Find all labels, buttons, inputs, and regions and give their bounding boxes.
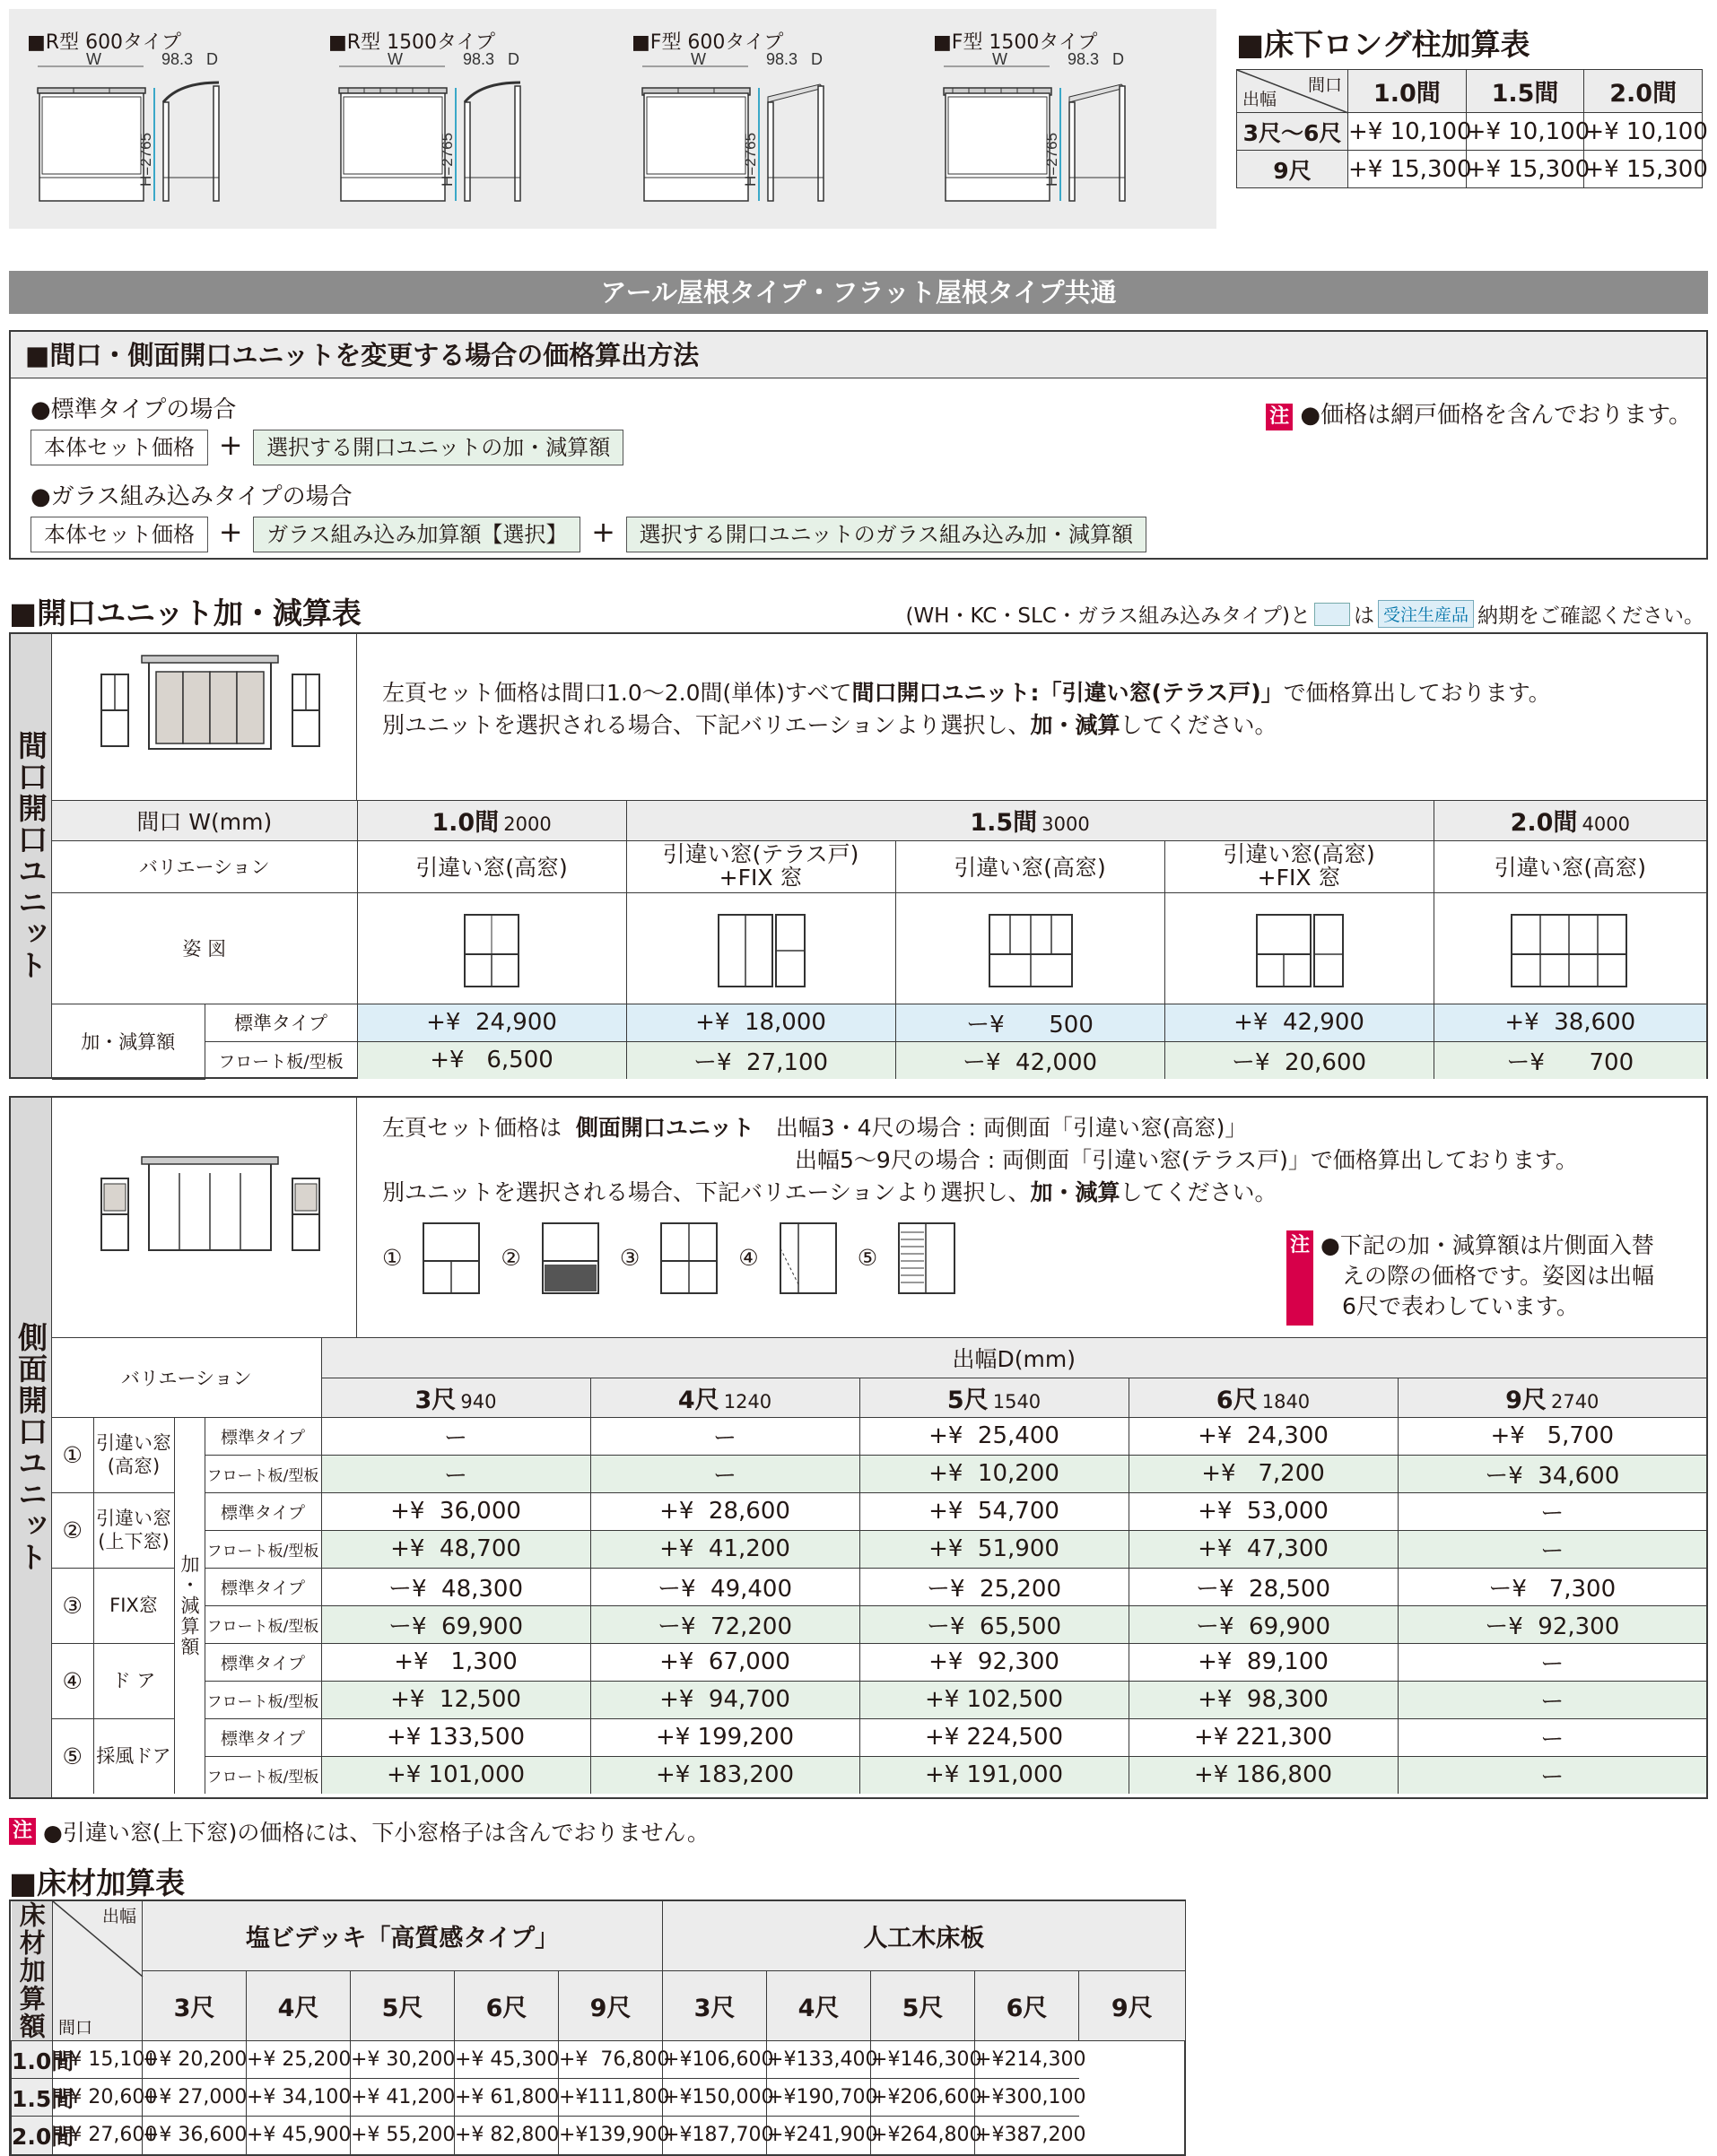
front-float-label: フロート板/型板 [205, 1041, 357, 1079]
side-price-cell: +¥ 24,300 [1129, 1417, 1398, 1455]
corner-top-label: 間口 [1307, 75, 1342, 95]
side-price-cell: +¥ 191,000 [859, 1756, 1129, 1794]
floor-price-cell: +¥106,600 [663, 2041, 767, 2079]
side-desc-1b: 側面開口ユニット [575, 1115, 754, 1141]
front-group-2: 1.5間 3000 [626, 801, 1434, 840]
front-std-value: +¥ 18,000 [626, 1004, 895, 1041]
side-note-1: ●下記の加・減算額は片側面入替 [1320, 1232, 1654, 1258]
type-elevation-drawing [933, 52, 1211, 222]
notice-mid: は [1353, 604, 1374, 628]
floor-price-cell: +¥ 45,900 [247, 2117, 351, 2154]
ventilation-door-icon [897, 1221, 956, 1295]
std-type-label: 標準タイプ [205, 1643, 321, 1681]
d-label: D [508, 50, 519, 68]
float-type-label: フロート板/型板 [205, 1681, 321, 1718]
note-mark: 注 [1286, 1230, 1313, 1326]
variation-name: 引違い窓 (上下窓) [93, 1492, 174, 1568]
floor-price-cell: +¥ 76,800 [559, 2041, 663, 2079]
front-unit-drawing [52, 634, 357, 801]
floor-price-cell: +¥ 34,100 [247, 2079, 351, 2117]
floor-table-wrap [9, 1900, 1186, 2156]
type-title: ■R型 600タイプ [27, 31, 181, 54]
std-type-label: 標準タイプ [205, 1568, 321, 1605]
floor-price-cell: +¥150,000 [663, 2079, 767, 2117]
offset-label: 98.3 [161, 50, 194, 68]
variation-num: ③ [52, 1568, 93, 1643]
side-unit-block [9, 1096, 1708, 1799]
floor-price-cell: +¥ 82,800 [455, 2117, 559, 2154]
calc-method-box [9, 330, 1708, 560]
h-label: H=2765 [137, 132, 154, 187]
type-elevation-drawing [632, 52, 910, 222]
front-figure-cell [895, 892, 1164, 1004]
d-label: D [206, 50, 218, 68]
floor-price-cell: +¥ 45,300 [455, 2041, 559, 2079]
std-type-label: 標準タイプ [205, 1492, 321, 1530]
side-price-cell: ー¥ 65,500 [859, 1605, 1129, 1643]
variation-name: 採風ドア [93, 1718, 174, 1794]
front-variation: 引違い窓(高窓) [895, 840, 1164, 892]
std-heading: ●標準タイプの場合 [31, 396, 237, 423]
side-amount-label: 加・減算額 [174, 1417, 205, 1794]
floor-price-cell: +¥190,700 [767, 2079, 871, 2117]
icon-num: ③ [619, 1245, 641, 1271]
glass-heading: ●ガラス組み込みタイプの場合 [31, 483, 353, 510]
floor-col-header: 4尺 [767, 1971, 871, 2041]
corner-bottom-label: 間口 [58, 2018, 93, 2038]
side-price-cell: +¥ 12,500 [321, 1681, 590, 1718]
floor-col-header: 5尺 [351, 1971, 455, 2041]
floor-col-header: 9尺 [1079, 1971, 1185, 2041]
d-label: D [811, 50, 823, 68]
side-price-cell: +¥ 48,700 [321, 1530, 590, 1568]
variation-num: ② [52, 1492, 93, 1568]
body-set-price-chip: 本体セット価格 [31, 517, 208, 552]
side-price-cell: ー [1398, 1681, 1706, 1718]
front-desc-2c: してください。 [1120, 712, 1277, 738]
floor-price-cell: +¥264,800 [871, 2117, 975, 2154]
long-post-cell: +¥ 15,300 [1348, 151, 1467, 188]
long-post-col: 2.0間 [1584, 70, 1703, 113]
front-variation: 引違い窓(高窓) [357, 840, 626, 892]
side-price-cell: +¥ 53,000 [1129, 1492, 1398, 1530]
long-post-section [1236, 22, 1708, 188]
floor-price-cell: +¥146,300 [871, 2041, 975, 2079]
plus-sign: + [218, 428, 243, 462]
float-type-label: フロート板/型板 [205, 1530, 321, 1568]
floor-row-label: 2.0間 [12, 2117, 53, 2154]
side-price-cell: ー [1398, 1756, 1706, 1794]
icon-num: ① [382, 1245, 403, 1271]
floor-price-cell: +¥ 36,600 [143, 2117, 247, 2154]
side-price-cell: ー¥ 34,600 [1398, 1455, 1706, 1492]
floor-price-cell: +¥ 55,200 [351, 2117, 455, 2154]
calc-title: ■間口・側面開口ユニットを変更する場合の価格算出方法 [25, 340, 700, 370]
type-elevation-drawing [328, 52, 606, 222]
w-label: W [86, 50, 101, 68]
side-price-cell: ー¥ 92,300 [1398, 1605, 1706, 1643]
floor-col-header: 9尺 [559, 1971, 663, 2041]
type-card [27, 27, 305, 220]
side-unit-drawing [52, 1098, 357, 1338]
floor-title: ■床材加算表 [9, 1865, 186, 1900]
plus-sign: + [218, 515, 243, 549]
front-illustration [52, 634, 357, 801]
door-icon [779, 1221, 838, 1295]
side-col-header: 4尺 1240 [590, 1378, 859, 1417]
long-post-cell: +¥ 10,100 [1466, 113, 1584, 151]
long-post-row-label: 9尺 [1237, 151, 1348, 188]
side-price-cell: ー¥ 72,200 [590, 1605, 859, 1643]
side-price-cell: ー¥ 7,300 [1398, 1568, 1706, 1605]
h-label: H=2765 [1043, 132, 1060, 187]
variation-name: 引違い窓 (高窓) [93, 1417, 174, 1492]
front-description [357, 634, 1706, 801]
side-price-cell: +¥ 10,200 [859, 1455, 1129, 1492]
side-desc-3a: 別ユニットを選択される場合、下記バリエーションより選択し、 [382, 1179, 1031, 1205]
long-post-col: 1.5間 [1466, 70, 1584, 113]
w-label: W [691, 50, 706, 68]
long-post-corner [1237, 70, 1348, 113]
floor-col-header: 6尺 [975, 1971, 1079, 2041]
front-float-value: ー¥ 20,600 [1164, 1041, 1434, 1079]
float-type-label: フロート板/型板 [205, 1455, 321, 1492]
floor-price-cell: +¥133,400 [767, 2041, 871, 2079]
side-price-cell: +¥ 28,600 [590, 1492, 859, 1530]
d-label: D [1112, 50, 1124, 68]
side-price-cell: ー¥ 28,500 [1129, 1568, 1398, 1605]
side-d-label: 出幅D(mm) [321, 1338, 1706, 1378]
side-price-cell: ー¥ 69,900 [321, 1605, 590, 1643]
side-col-header: 3尺 940 [321, 1378, 590, 1417]
floor-price-cell: +¥ 25,200 [247, 2041, 351, 2079]
front-std-value: +¥ 38,600 [1434, 1004, 1706, 1041]
side-price-cell: +¥ 25,400 [859, 1417, 1129, 1455]
floor-price-cell: +¥241,900 [767, 2117, 871, 2154]
side-col-header: 6尺 1840 [1129, 1378, 1398, 1417]
corner-bottom-label: 出幅 [1242, 90, 1277, 109]
side-price-cell: ー¥ 69,900 [1129, 1605, 1398, 1643]
updown-window-icon [541, 1221, 600, 1295]
side-price-cell: +¥ 133,500 [321, 1718, 590, 1756]
type-card [933, 27, 1211, 220]
icon-num: ⑤ [857, 1245, 878, 1271]
order-notice [905, 599, 1704, 629]
body-set-price-chip: 本体セット価格 [31, 430, 208, 465]
side-price-cell: ー [321, 1455, 590, 1492]
side-price-cell: +¥ 101,000 [321, 1756, 590, 1794]
side-desc-2: 出幅5〜9尺の場合 : 両側面「引違い窓(テラス戸)」で価格算出しております。 [795, 1147, 1578, 1173]
side-note [1286, 1230, 1654, 1326]
side-price-cell: +¥ 7,200 [1129, 1455, 1398, 1492]
std-type-label: 標準タイプ [205, 1718, 321, 1756]
unit-table-title: ■開口ユニット加・減算表 [9, 596, 362, 630]
side-price-cell: +¥ 51,900 [859, 1530, 1129, 1568]
glass-unit-adjust-chip: 選択する開口ユニットのガラス組み込み加・減算額 [626, 517, 1146, 552]
side-price-cell: +¥ 67,000 [590, 1643, 859, 1681]
side-col-header: 9尺 2740 [1398, 1378, 1706, 1417]
offset-label: 98.3 [766, 50, 798, 68]
side-desc-1c: 出幅3・4尺の場合 : 両側面「引違い窓(高窓)」 [775, 1115, 1248, 1141]
floor-row-label: 1.0間 [12, 2041, 53, 2079]
floor-price-cell: +¥ 20,200 [143, 2041, 247, 2079]
icon-num: ④ [738, 1245, 759, 1271]
w-label: W [992, 50, 1007, 68]
glass-add-chip: ガラス組み込み加算額【選択】 [253, 517, 580, 552]
glass-formula [11, 511, 1706, 552]
side-price-cell: +¥ 5,700 [1398, 1417, 1706, 1455]
front-desc-2b: 加・減算 [1030, 712, 1120, 738]
front-group-3: 2.0間 4000 [1434, 801, 1706, 840]
side-price-cell: +¥ 92,300 [859, 1643, 1129, 1681]
side-price-cell: +¥ 41,200 [590, 1530, 859, 1568]
floor-group-pvc: 塩ビデッキ「高質感タイプ」 [143, 1901, 663, 1971]
note-mark: 注 [1266, 404, 1293, 430]
long-post-cell: +¥ 15,300 [1584, 151, 1703, 188]
floor-price-cell: +¥ 41,200 [351, 2079, 455, 2117]
side-unit-table [52, 1338, 1706, 1794]
notice-swatch [1314, 603, 1350, 626]
fix-window-icon [659, 1221, 719, 1295]
front-float-value: +¥ 6,500 [357, 1041, 626, 1079]
front-std-label: 標準タイプ [205, 1004, 357, 1041]
front-float-value: ー¥ 27,100 [626, 1041, 895, 1079]
type-elevation-drawing [27, 52, 305, 222]
front-side-label: 間口開口ユニット [11, 634, 52, 1077]
window-fix-figure-icon [1165, 895, 1434, 1001]
long-post-cell: +¥ 15,300 [1466, 151, 1584, 188]
variation-num: ④ [52, 1643, 93, 1718]
front-float-value: ー¥ 700 [1434, 1041, 1706, 1079]
common-banner: アール屋根タイプ・フラット屋根タイプ共通 [9, 271, 1708, 314]
side-price-cell: +¥ 54,700 [859, 1492, 1129, 1530]
side-price-cell: +¥ 199,200 [590, 1718, 859, 1756]
type-card [328, 27, 606, 220]
floor-table [11, 1901, 1185, 2154]
front-figure-cell [626, 892, 895, 1004]
h-label: H=2765 [439, 132, 456, 187]
side-price-cell: +¥ 186,800 [1129, 1756, 1398, 1794]
floor-price-cell: +¥214,300 [975, 2041, 1079, 2079]
side-price-cell: +¥ 36,000 [321, 1492, 590, 1530]
float-type-label: フロート板/型板 [205, 1605, 321, 1643]
side-price-cell: ー [1398, 1530, 1706, 1568]
side-price-cell: ー [590, 1417, 859, 1455]
floor-price-cell: +¥300,100 [975, 2079, 1079, 2117]
side-price-cell: +¥ 221,300 [1129, 1718, 1398, 1756]
front-variation: 引違い窓(テラス戸) +FIX 窓 [626, 840, 895, 892]
front-figure-cell [1434, 892, 1706, 1004]
floor-price-cell: +¥ 27,000 [143, 2079, 247, 2117]
corner-top-label: 出幅 [101, 1907, 136, 1926]
calc-note-text: ●価格は網戸価格を含んでおります。 [1300, 402, 1692, 429]
long-post-cell: +¥ 10,100 [1584, 113, 1703, 151]
icon-num: ② [501, 1245, 521, 1271]
floor-price-cell: +¥111,800 [559, 2079, 663, 2117]
window-figure-icon [896, 895, 1165, 1001]
side-desc-1a: 左頁セット価格は [382, 1115, 562, 1141]
calc-note [1266, 396, 1692, 430]
side-note-3: 6尺で表わしています。 [1342, 1293, 1579, 1319]
variation-name: ド ア [93, 1643, 174, 1718]
side-bottom-note [9, 1815, 710, 1847]
floor-price-cell: +¥ 20,600 [53, 2079, 143, 2117]
floor-col-header: 3尺 [663, 1971, 767, 2041]
type-title: ■F型 600タイプ [632, 31, 784, 54]
plus-sign: + [591, 515, 615, 549]
side-price-cell: +¥ 224,500 [859, 1718, 1129, 1756]
side-price-cell: +¥ 94,700 [590, 1681, 859, 1718]
front-figure-label: 姿 図 [52, 892, 357, 1004]
side-desc-3b: 加・減算 [1030, 1179, 1120, 1205]
sliding-window-icon [422, 1221, 481, 1295]
front-std-value: ー¥ 500 [895, 1004, 1164, 1041]
variation-num: ⑤ [52, 1718, 93, 1794]
long-post-cell: +¥ 10,100 [1348, 113, 1467, 151]
side-price-cell: ー [321, 1417, 590, 1455]
long-post-col: 1.0間 [1348, 70, 1467, 113]
side-price-cell: ー¥ 48,300 [321, 1568, 590, 1605]
side-note-2: えの際の価格です。姿図は出幅 [1342, 1263, 1655, 1289]
front-desc-1c: で価格算出しております。 [1283, 680, 1551, 706]
side-price-cell: ー¥ 25,200 [859, 1568, 1129, 1605]
window-figure-icon [1434, 895, 1704, 1001]
floor-row-label: 1.5間 [12, 2079, 53, 2117]
floor-price-cell: +¥ 30,200 [351, 2041, 455, 2079]
side-col-header: 5尺 1540 [859, 1378, 1129, 1417]
front-unit-block [9, 632, 1708, 1079]
unit-adjust-chip: 選択する開口ユニットの加・減算額 [253, 430, 623, 465]
floor-price-cell: +¥ 27,600 [53, 2117, 143, 2154]
side-price-cell: ー [1398, 1718, 1706, 1756]
variation-num: ① [52, 1417, 93, 1492]
side-price-cell: +¥ 183,200 [590, 1756, 859, 1794]
side-price-cell: ー¥ 49,400 [590, 1568, 859, 1605]
floor-corner [53, 1901, 143, 2041]
side-price-cell: +¥ 98,300 [1129, 1681, 1398, 1718]
long-post-table [1236, 69, 1708, 188]
calc-title-bar [11, 332, 1706, 378]
floor-price-cell: +¥ 15,100 [53, 2041, 143, 2079]
side-illustration [52, 1098, 357, 1338]
side-price-cell: ー [1398, 1643, 1706, 1681]
front-variation: 引違い窓(高窓) +FIX 窓 [1164, 840, 1434, 892]
side-desc-3c: してください。 [1120, 1179, 1277, 1205]
side-variation-label: バリエーション [52, 1338, 321, 1417]
window-figure-icon [358, 895, 627, 1001]
front-desc-2a: 別ユニットを選択される場合、下記バリエーションより選択し、 [382, 712, 1031, 738]
front-unit-table [52, 801, 1706, 1080]
floor-price-cell: +¥206,600 [871, 2079, 975, 2117]
side-price-cell: +¥ 102,500 [859, 1681, 1129, 1718]
type-diagrams-panel [9, 9, 1216, 229]
side-price-cell: +¥ 1,300 [321, 1643, 590, 1681]
front-float-value: ー¥ 42,000 [895, 1041, 1164, 1079]
note-mark: 注 [9, 1818, 36, 1845]
side-price-cell: ー [590, 1455, 859, 1492]
type-card [632, 27, 910, 220]
variation-name: FIX窓 [93, 1568, 174, 1643]
floor-price-cell: +¥139,900 [559, 2117, 663, 2154]
front-std-value: +¥ 42,900 [1164, 1004, 1434, 1041]
floor-price-cell: +¥387,200 [975, 2117, 1079, 2154]
long-post-row-label: 3尺〜6尺 [1237, 113, 1348, 151]
floor-col-header: 6尺 [455, 1971, 559, 2041]
front-w-label: 間口 W(mm) [52, 801, 357, 840]
w-label: W [388, 50, 403, 68]
notice-pre: (WH・KC・SLC・ガラス組み込みタイプ)と [905, 604, 1311, 628]
made-to-order-badge: 受注生産品 [1378, 600, 1474, 628]
floor-col-header: 3尺 [143, 1971, 247, 2041]
floor-price-cell: +¥ 61,800 [455, 2079, 559, 2117]
side-price-cell: +¥ 89,100 [1129, 1643, 1398, 1681]
floor-col-header: 4尺 [247, 1971, 351, 2041]
front-amount-label: 加・減算額 [52, 1004, 205, 1079]
floor-group-wood: 人工木床板 [663, 1901, 1185, 1971]
side-bottom-note-text: ●引違い窓(上下窓)の価格には、下小窓格子は含んでおりません。 [43, 1820, 710, 1846]
long-post-title: ■床下ロング柱加算表 [1236, 27, 1530, 62]
type-title: ■R型 1500タイプ [328, 31, 495, 54]
float-type-label: フロート板/型板 [205, 1756, 321, 1794]
type-title: ■F型 1500タイプ [933, 31, 1098, 54]
side-price-cell: +¥ 47,300 [1129, 1530, 1398, 1568]
front-group-1: 1.0間 2000 [357, 801, 626, 840]
offset-label: 98.3 [1068, 50, 1100, 68]
front-figure-cell [357, 892, 626, 1004]
front-figure-cell [1164, 892, 1434, 1004]
terrace-fix-figure-icon [627, 895, 896, 1001]
std-type-label: 標準タイプ [205, 1417, 321, 1455]
front-std-value: +¥ 24,900 [357, 1004, 626, 1041]
front-variation-label: バリエーション [52, 840, 357, 892]
floor-col-header: 5尺 [871, 1971, 975, 2041]
floor-side-label: 床材加算額 [12, 1901, 53, 2041]
offset-label: 98.3 [463, 50, 495, 68]
notice-post: 納期をご確認ください。 [1477, 604, 1704, 628]
h-label: H=2765 [742, 132, 759, 187]
front-desc-1a: 左頁セット価格は間口1.0〜2.0間(単体)すべて [382, 680, 852, 706]
floor-price-cell: +¥187,700 [663, 2117, 767, 2154]
side-side-label: 側面開口ユニット [11, 1098, 52, 1797]
front-variation: 引違い窓(高窓) [1434, 840, 1706, 892]
front-desc-1b: 間口開口ユニット:「引違い窓(テラス戸)」 [851, 680, 1284, 706]
side-price-cell: ー [1398, 1492, 1706, 1530]
